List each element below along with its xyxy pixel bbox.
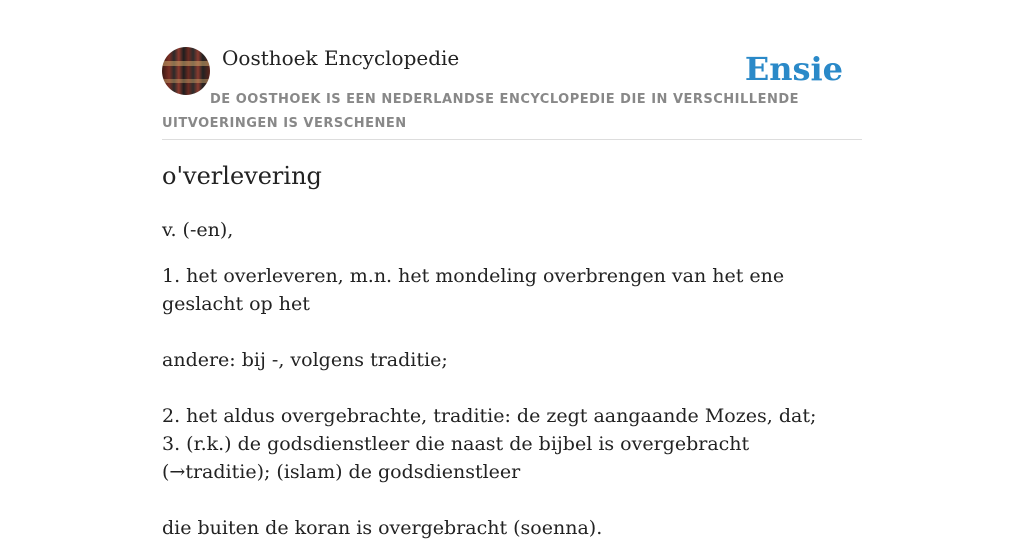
ensie-logo[interactable]: Ensie (744, 50, 843, 88)
site-header (162, 0, 862, 140)
entry-headword: o'verlevering (162, 162, 322, 190)
definition-line: andere: bij -, volgens traditie; (162, 349, 448, 371)
definition-line: 1. het overleveren, m.n. het mondeling overbrengen van het ene geslacht op het (162, 265, 785, 315)
definition-line: 2. het aldus overgebrachte, traditie: de zegt aangaande Mozes, dat; (162, 405, 817, 427)
site-tagline: DE OOSTHOEK IS EEN NEDERLANDSE ENCYCLOPEDIE DIE IN VERSCHILLENDE UITVOERINGEN IS VERSCHENEN (162, 92, 800, 131)
header-divider (162, 139, 862, 140)
entry-grammar: v. (-en), (162, 219, 234, 241)
definition-line: 3. (r.k.) de godsdienstleer die naast de bijbel is overgebracht (→traditie); (islam) de godsdienstleer (162, 433, 750, 483)
definition-line: die buiten de koran is overgebracht (soenna). (162, 517, 603, 539)
entry-definition (162, 216, 862, 542)
site-name[interactable]: Oosthoek Encyclopedie (222, 46, 460, 70)
